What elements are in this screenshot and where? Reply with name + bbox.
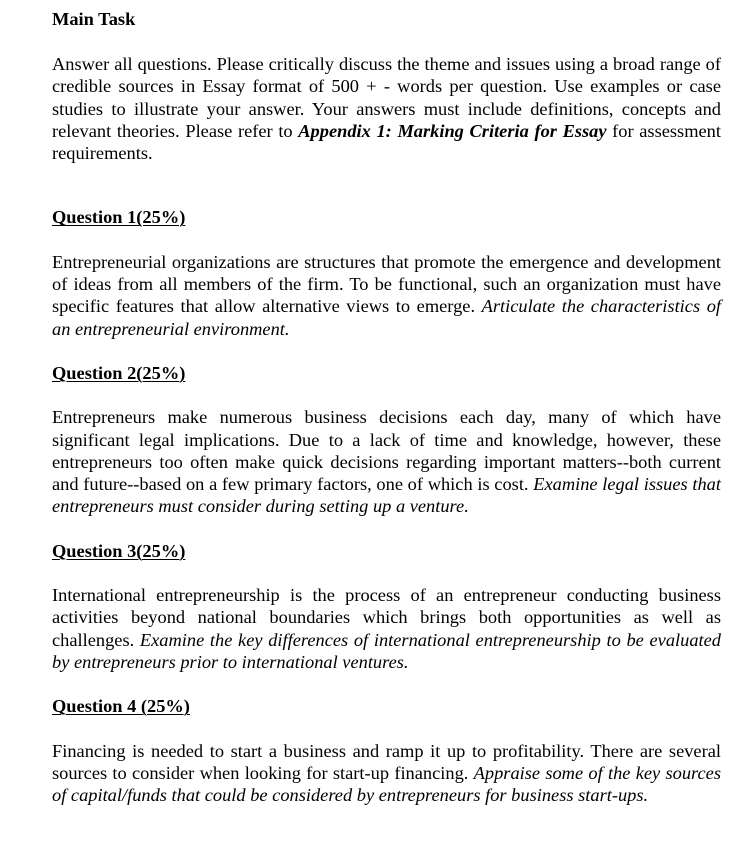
instructions-text: Answer all questions. Please critically discuss the theme and issues using a broad range of credible sources in Essay format of 500 + - words per question. Use examples or case studies to illustrate your answer. Your answers must include definitions, concepts and relevant theories. Please refer to	[52, 54, 721, 141]
main-task-title: Main Task	[52, 9, 136, 29]
question-3-heading: Question 3(25%)	[52, 540, 186, 561]
question-1-task: Articulate the characteristics of an entrepreneurial environment.	[52, 296, 721, 339]
instructions-paragraph	[52, 53, 721, 164]
question-2-body	[52, 406, 721, 517]
question-3-body	[52, 584, 721, 673]
instructions-text-end: for assessment requirements.	[52, 120, 721, 164]
question-4-text: Financing is needed to start a business and ramp it up to profitability. There are several sources to consider when looking for start-up financing.	[52, 740, 721, 783]
appendix-reference: Appendix 1: Marking Criteria for Essay	[298, 120, 607, 141]
question-2-text: Entrepreneurs make numerous business decisions each day, many of which have significant legal implications. Due to a lack of time and knowledge, however, these entrepreneurs too often make quick decisions regarding important matters--both current and future--based on a few primary factors, one of which is cost.	[52, 407, 721, 495]
question-1-heading: Question 1(25%)	[52, 207, 186, 228]
question-1-text: Entrepreneurial organizations are structures that promote the emergence and development of ideas from all members of the firm. To be functional, such an organization must have specific features that allow alternative views to emerge.	[52, 251, 721, 317]
question-1-body	[52, 251, 721, 340]
question-4-body	[52, 740, 721, 807]
document-page	[52, 8, 721, 806]
question-3-text: International entrepreneurship is the process of an entrepreneur conducting business activities beyond national boundaries which brings both opportunities as well as challenges.	[52, 585, 721, 650]
question-2-task: Examine legal issues that entrepreneurs must consider during setting up a venture.	[52, 474, 721, 517]
question-4-task: Appraise some of the key sources of capital/funds that could be considered by entrepreneurs for business start-ups.	[52, 762, 721, 806]
question-2-heading: Question 2(25%)	[52, 362, 186, 383]
question-4-heading: Question 4 (25%)	[52, 696, 190, 717]
question-3-task: Examine the key differences of international entrepreneurship to be evaluated by entrepreneurs prior to international ventures.	[52, 629, 721, 672]
